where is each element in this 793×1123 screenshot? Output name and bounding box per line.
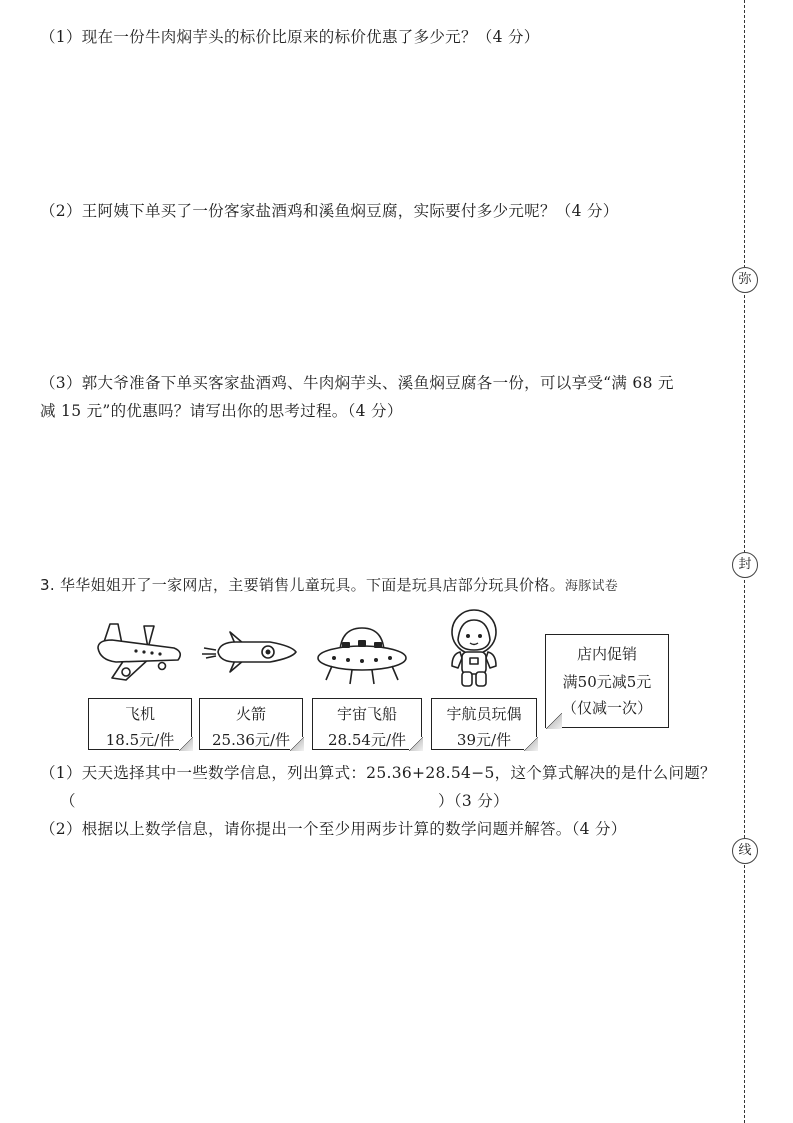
toy-price: 39元/件 <box>456 731 512 749</box>
airplane-icon <box>92 618 187 688</box>
toy-price: 18.5元/件 <box>105 731 175 749</box>
promo-box <box>545 634 669 728</box>
question-3-line2: 减 15 元”的优惠吗？请写出你的思考过程。（4 分） <box>40 402 403 420</box>
price-tag-airplane <box>88 698 192 750</box>
toy-name: 宇航员玩偶 <box>446 705 522 723</box>
sub-question-2: （2）根据以上数学信息，请你提出一个至少用两步计算的数学问题并解答。（4 分） <box>40 820 627 838</box>
ufo-icon <box>312 620 412 688</box>
question-1: （1）现在一份牛肉焖芋头的标价比原来的标价优惠了多少元？（4 分） <box>40 28 540 46</box>
section-3-title-text: 3. 华华姐姐开了一家网店，主要销售儿童玩具。下面是玩具店部分玩具价格。 <box>40 576 565 594</box>
toy-price: 25.36元/件 <box>212 731 290 749</box>
sub-question-1: （1）天天选择其中一些数学信息，列出算式：25.36+28.54−5，这个算式解决的是什么问题？ <box>40 764 716 782</box>
promo-rule: 满50元减5元 <box>562 673 652 691</box>
binding-char-mi: 弥 <box>732 267 758 293</box>
answer-paren-open: （ <box>60 792 76 810</box>
rocket-icon <box>200 624 300 680</box>
astronaut-icon <box>438 606 510 690</box>
promo-title: 店内促销 <box>576 645 637 663</box>
question-2: （2）王阿姨下单买了一份客家盐酒鸡和溪鱼焖豆腐，实际要付多少元呢？（4 分） <box>40 202 619 220</box>
section-3-title <box>40 572 618 600</box>
toy-name: 火箭 <box>235 705 266 723</box>
answer-paren-close: ）（3 分） <box>438 792 509 810</box>
toy-price: 28.54元/件 <box>328 731 406 749</box>
toy-name: 宇宙飞船 <box>336 705 397 723</box>
promo-note: （仅减一次） <box>561 699 652 717</box>
toy-name: 飞机 <box>124 705 155 723</box>
binding-char-feng: 封 <box>732 552 758 578</box>
price-tag-spaceship <box>312 698 422 750</box>
price-tag-astronaut <box>431 698 537 750</box>
watermark: 海豚试卷 <box>564 579 619 594</box>
binding-char-xian: 线 <box>732 838 758 864</box>
question-3-line1: （3）郭大爷准备下单买客家盐酒鸡、牛肉焖芋头、溪鱼焖豆腐各一份，可以享受“满 68 元 <box>40 374 674 392</box>
price-tag-rocket <box>199 698 303 750</box>
